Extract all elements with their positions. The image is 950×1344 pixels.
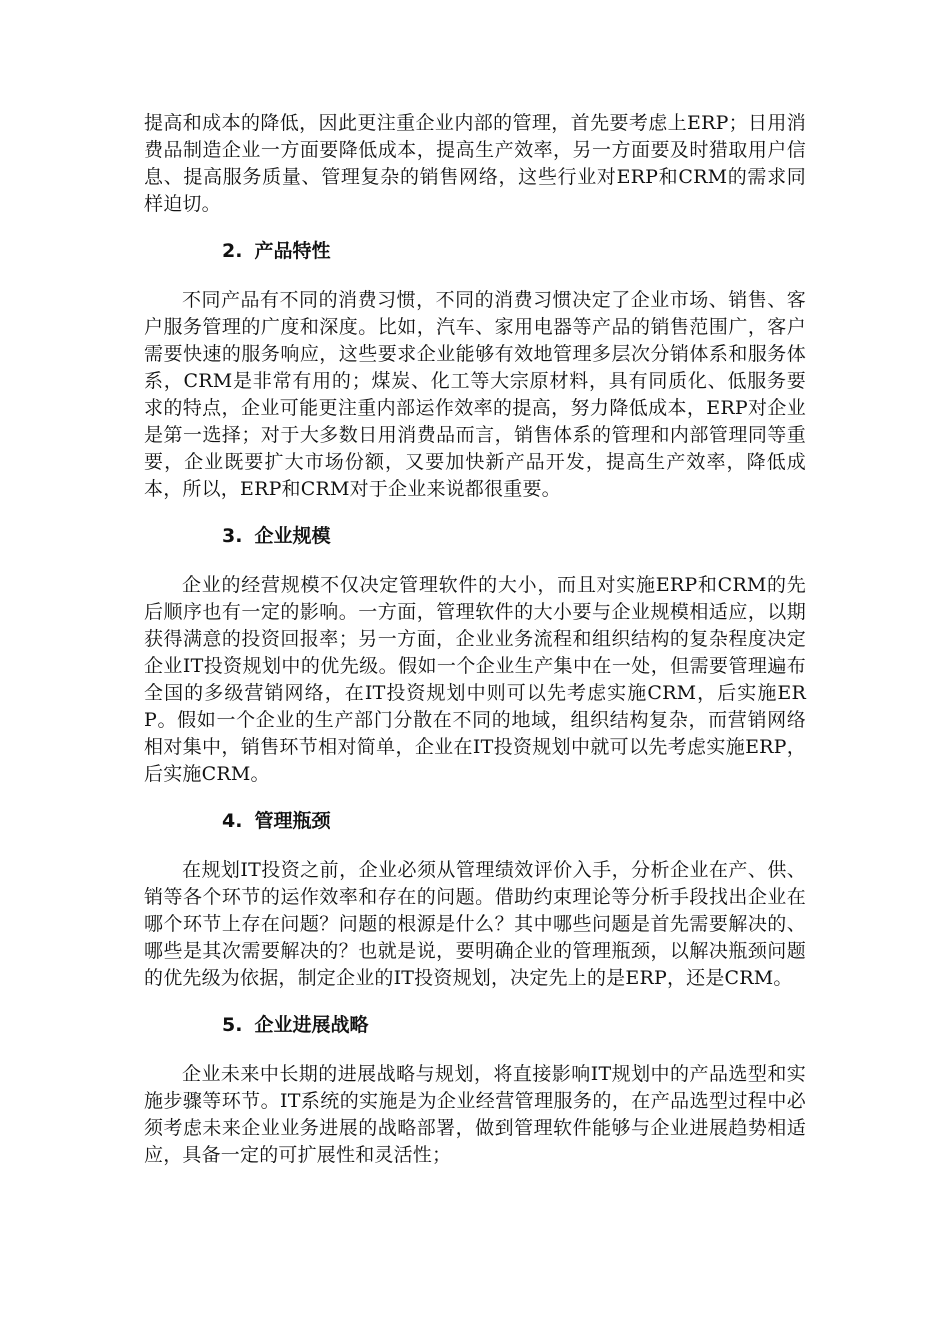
intro-paragraph: 提高和成本的降低，因此更注重企业内部的管理，首先要考虑上ERP；日用消费品制造企业一方面要降低成本，提高生产效率，另一方面要及时猎取用户信息、提高服务质量、管理复杂的销售网络，这些行业对ERP和CRM的需求同样迫切。 xyxy=(144,112,806,215)
section-title: 产品特性 xyxy=(254,240,331,262)
section-heading-enterprise-scale xyxy=(144,523,806,550)
section-title: 企业进展战略 xyxy=(254,1014,369,1036)
section-number: 4. xyxy=(222,810,243,832)
section-heading-development-strategy xyxy=(144,1012,806,1039)
section-number: 3. xyxy=(222,525,243,547)
section-body-management-bottleneck: 在规划IT投资之前，企业必须从管理绩效评价入手，分析企业在产、供、销等各个环节的运作效率和存在的问题。借助约束理论等分析手段找出企业在哪个环节上存在问题？问题的根源是什么？其中哪些问题是首先需要解决的、哪些是其次需要解决的？也就是说，要明确企业的管理瓶颈，以解决瓶颈问题的优先级为依据，制定企业的IT投资规划，决定先上的是ERP，还是CRM。 xyxy=(144,859,806,989)
document-page xyxy=(144,110,806,1169)
section-number: 5. xyxy=(222,1014,243,1036)
section-title: 企业规模 xyxy=(254,525,331,547)
section-body-development-strategy: 企业未来中长期的进展战略与规划，将直接影响IT规划中的产品选型和实施步骤等环节。IT系统的实施是为企业经营管理服务的，在产品选型过程中必须考虑未来企业业务进展的战略部署，做到管理软件能够与企业进展趋势相适应，具备一定的可扩展性和灵活性； xyxy=(144,1063,806,1166)
section-title: 管理瓶颈 xyxy=(254,810,331,832)
section-body-enterprise-scale: 企业的经营规模不仅决定管理软件的大小，而且对实施ERP和CRM的先后顺序也有一定的影响。一方面，管理软件的大小要与企业规模相适应，以期获得满意的投资回报率；另一方面，企业业务流程和组织结构的复杂程度决定企业IT投资规划中的优先级。假如一个企业生产集中在一处，但需要管理遍布全国的多级营销网络，在IT投资规划中则可以先考虑实施CRM，后实施ERP。假如一个企业的生产部门分散在不同的地域，组织结构复杂，而营销网络相对集中，销售环节相对简单，企业在IT投资规划中就可以先考虑实施ERP，后实施CRM。 xyxy=(144,574,806,785)
section-number: 2. xyxy=(222,240,243,262)
section-body-product-features: 不同产品有不同的消费习惯，不同的消费习惯决定了企业市场、销售、客户服务管理的广度和深度。比如，汽车、家用电器等产品的销售范围广，客户需要快速的服务响应，这些要求企业能够有效地管理多层次分销体系和服务体系，CRM是非常有用的；煤炭、化工等大宗原材料，具有同质化、低服务要求的特点，企业可能更注重内部运作效率的提高，努力降低成本，ERP对企业是第一选择；对于大多数日用消费品而言，销售体系的管理和内部管理同等重要，企业既要扩大市场份额，又要加快新产品开发，提高生产效率，降低成本，所以，ERP和CRM对于企业来说都很重要。 xyxy=(144,289,806,500)
section-heading-management-bottleneck xyxy=(144,808,806,835)
section-heading-product-features xyxy=(144,238,806,265)
